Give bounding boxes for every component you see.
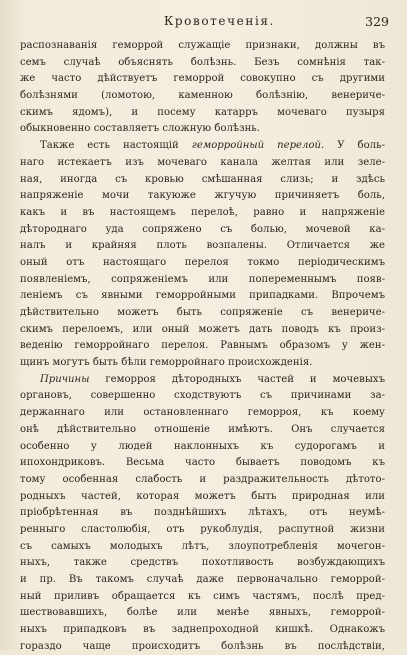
text-line: съ самыхъ молодыхъ лѣтъ, злоупотребленія мочегон- [20,540,385,552]
text-line: ная, иногда съ кровью смѣшанная слизь; и здѣсь [20,173,385,185]
page-body [20,38,385,655]
text-line: Также есть настоящій геморройный перелой. У боль- [40,140,385,152]
text-line: Причины геморроя дѣтородныхъ частей и мочевыхъ [40,373,385,385]
text-line: особенно у людей наклонныхъ къ судорогамъ и [20,440,385,452]
text-line: леніемъ съ явными геморройными припадками. Впрочемъ [20,290,385,302]
italic-term: Причины [40,373,90,385]
text-line: пріобрѣтенная въ позднѣйшихъ лѣтахъ, отъ неумѣ- [20,507,385,519]
text-line: ный приливъ обращается къ симъ частямъ, послѣ пред- [20,590,385,602]
text-line: гораздо чаще происходитъ болѣзнь въ послѣдствіи, [20,640,385,652]
text-line: же часто дѣйствуетъ геморрой совокупно съ другими [20,73,385,85]
text-line: органовъ, совершенно сходствуютъ съ причинами за- [20,390,385,402]
text-line: онѣ дѣйствительно отношеніе имѣютъ. Онъ случается [20,423,385,435]
text-line: оный отъ настоящаго перелоя токмо періодическимъ [20,256,385,268]
text-line: появленіемъ, сопряженіемъ или попеременнымъ появ- [20,273,385,285]
text-line: шествовавшихъ, болѣе или менѣе явныхъ, геморрой- [20,607,385,619]
italic-term: геморройный перелой [191,140,322,152]
text-line: ренныго сластолюбія, отъ рукоблудія, распутной жизни [20,523,385,535]
text-line: ипохондриковъ. Весьма часто бываетъ поводомъ къ [20,457,385,469]
text-line: дѣтороднаго уда сопряжено съ болью, мочевой ка- [20,223,385,235]
paragraph [20,372,385,655]
text-line: наго истекаетъ изъ мочеваго канала желтая или зеле- [20,156,385,168]
paragraph [20,138,385,372]
text-line: скимъ ядомъ), и посему катарръ мочеваго пузыря [20,106,385,118]
text-line: дѣйствительно можетъ быть сопряженіе съ венериче- [20,307,385,318]
text-line: тому особенная слабость и раздражительность дѣтото- [20,473,385,485]
text-line: щинъ могутъ быть бѣли геморройнаго происхожденія. [20,357,313,369]
running-title: Кровотеченія. [164,14,275,28]
text-line: веденію геморройнаго перелоя. Равнымъ образомъ у жен- [20,340,385,352]
page-number: 329 [365,14,389,29]
text-line: напряженіе мочи такуюже жгучую причиняетъ боль, [20,190,385,202]
page-header [0,14,407,34]
text-line: налъ и крайняя плоть возпалены. Отличается же [20,240,385,252]
text-line: скимъ перелоемъ, или оный можетъ дать поводъ къ произ- [20,323,385,335]
text-line: и пр. Въ такомъ случаѣ даже первоначально геморрой- [20,574,385,585]
text-line: обыкновенно составляетъ сложную болѣзнь. [20,123,261,135]
text-line: болѣзнями (ломотою, каменною болѣзнію, венериче- [20,90,385,102]
text-line: ныхъ припадковъ въ заднепроходной кишкѣ. Однакожъ [20,624,385,636]
text-line: распознаванія геморрой служащіе признаки, должны въ [20,40,385,51]
text-line: держаннаго или остановленнаго геморроя, къ коему [20,407,385,419]
text-line: родныхъ частей, которая можетъ быть природная или [20,490,385,502]
paragraph [20,38,385,138]
text-line: какъ и въ настоящемъ перелоѣ, равно и напряженіе [20,206,385,218]
text-line: ныхъ, также средствъ похотливость возбуждающихъ [20,557,385,569]
text-line: семъ случаѣ объяснять болѣзнь. Безъ сомнѣнія так- [20,56,385,68]
